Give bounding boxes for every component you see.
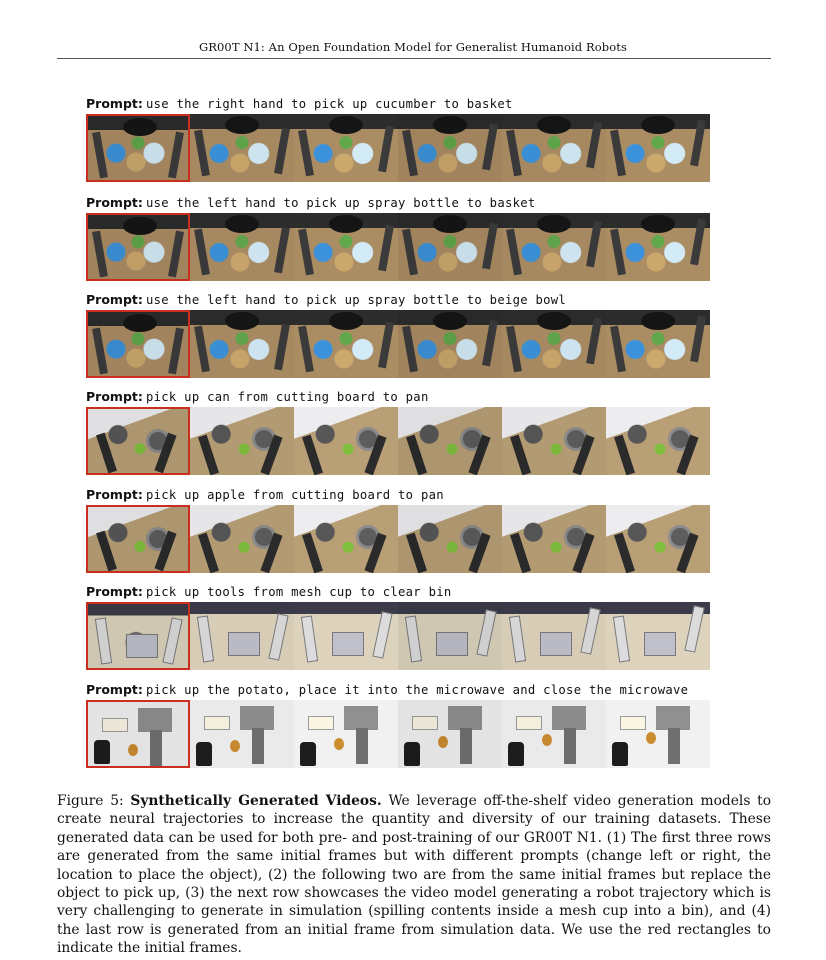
prompt-line	[86, 292, 716, 308]
scene-arm-r	[482, 124, 498, 171]
initial-frame	[86, 213, 190, 281]
caption-body: We leverage off-the-shelf video generation models to create neural trajectories to increase the quantity and diversity of our training datasets. These generated data can be used for both pre- and post-training of our GR00T N1. (1) The first three rows are generated from the same initial frames but with different prompts (change left or right, the location to place the object), (2) the following two are from the same initial frames but replace the object to pick up, (3) the next row showcases the video model generating a robot trajectory which is very challenging to generate in simulation (spilling contents inside a mesh cup into a bin), and (4) the last row is generated from an initial frame from simulation data. We use the red rectangles to indicate the initial frames.	[57, 793, 772, 957]
scene-box	[240, 706, 274, 730]
scene-arm-l	[92, 132, 108, 179]
scene-arm-l	[406, 435, 427, 475]
caption-title: Synthetically Generated Videos.	[130, 793, 382, 809]
generated-frame	[606, 505, 710, 573]
prompt-text: use the left hand to pick up spray bottle to basket	[146, 196, 536, 210]
scene-leg	[356, 728, 368, 764]
generated-frame	[190, 213, 294, 281]
generated-frame	[606, 602, 710, 670]
prompt-line	[86, 96, 716, 112]
scene-arm-l	[92, 231, 108, 278]
running-head: GR00T N1: An Open Foundation Model for Generalist Humanoid Robots	[198, 40, 628, 54]
video-frame-strip	[86, 310, 710, 378]
generated-frame	[190, 114, 294, 182]
figure-row	[86, 487, 716, 503]
scene-arm-r	[162, 617, 182, 664]
scene-bin	[644, 632, 676, 656]
scene-arm-l	[298, 130, 314, 177]
prompt-line	[86, 584, 716, 600]
prompt-label: Prompt:	[86, 96, 143, 111]
scene-potato	[438, 736, 448, 748]
scene-head	[433, 312, 467, 330]
scene-arm-r	[274, 227, 290, 274]
generated-frame	[502, 407, 606, 475]
scene-head	[329, 215, 363, 233]
scene-arm-l	[610, 229, 626, 276]
scene-leg	[668, 728, 680, 764]
prompt-label: Prompt:	[86, 292, 143, 307]
prompt-text: use the left hand to pick up spray bottle to beige bowl	[146, 293, 567, 307]
prompt-label: Prompt:	[86, 487, 143, 502]
generated-frame	[398, 505, 502, 573]
scene-potato	[646, 732, 656, 744]
prompt-label: Prompt:	[86, 195, 143, 210]
scene-hand	[196, 742, 212, 766]
video-frame-strip	[86, 407, 710, 475]
scene-arm-l	[406, 533, 427, 573]
scene-arm-l	[402, 326, 418, 373]
prompt-label: Prompt:	[86, 682, 143, 697]
generated-frame	[398, 310, 502, 378]
scene-leg	[252, 728, 264, 764]
scene-arm-l	[506, 130, 522, 177]
scene-bin	[540, 632, 572, 656]
scene-arm-l	[298, 229, 314, 276]
scene-arm-r	[580, 607, 600, 654]
scene-tray	[308, 716, 334, 730]
scene-arm-l	[198, 435, 219, 475]
generated-frame	[502, 700, 606, 768]
scene-arm-r	[482, 320, 498, 367]
scene-hand	[404, 742, 420, 766]
scene-box	[448, 706, 482, 730]
generated-frame	[502, 505, 606, 573]
scene-arm-l	[194, 130, 210, 177]
scene-arm-l	[509, 615, 526, 662]
scene-arm-l	[194, 229, 210, 276]
generated-frame	[190, 602, 294, 670]
scene-potato	[334, 738, 344, 750]
scene-head	[329, 116, 363, 134]
scene-arm-l	[302, 435, 323, 475]
generated-frame	[294, 407, 398, 475]
video-frame-strip	[86, 213, 710, 281]
scene-arm-l	[405, 615, 422, 662]
scene-arm-l	[402, 229, 418, 276]
generated-frame	[190, 310, 294, 378]
scene-arm-r	[690, 219, 706, 266]
scene-tray	[102, 718, 128, 732]
scene-head	[123, 314, 157, 332]
prompt-label: Prompt:	[86, 389, 143, 404]
generated-frame	[294, 700, 398, 768]
scene-arm-r	[372, 611, 392, 658]
scene-arm-r	[378, 225, 394, 272]
scene-leg	[564, 728, 576, 764]
scene-head	[537, 312, 571, 330]
scene-arm-l	[96, 531, 117, 572]
scene-hand	[94, 740, 110, 764]
prompt-text: pick up tools from mesh cup to clear bin	[146, 585, 452, 599]
scene-arm-l	[610, 326, 626, 373]
generated-frame	[398, 407, 502, 475]
video-frame-strip	[86, 505, 710, 573]
generated-frame	[190, 407, 294, 475]
scene-potato	[542, 734, 552, 746]
scene-arm-r	[586, 221, 602, 268]
scene-arm-r	[168, 231, 184, 278]
scene-arm-r	[586, 122, 602, 169]
scene-arm-r	[378, 322, 394, 369]
scene-head	[641, 215, 675, 233]
scene-arm-r	[168, 132, 184, 179]
scene-box	[344, 706, 378, 730]
scene-bin	[332, 632, 364, 656]
scene-arm-l	[506, 229, 522, 276]
generated-frame	[502, 213, 606, 281]
generated-frame	[294, 114, 398, 182]
scene-arm-l	[302, 533, 323, 573]
scene-arm-r	[476, 609, 496, 656]
scene-arm-l	[301, 615, 318, 662]
generated-frame	[502, 310, 606, 378]
scene-arm-l	[197, 615, 214, 662]
prompt-text: pick up apple from cutting board to pan	[146, 488, 444, 502]
scene-head	[225, 312, 259, 330]
scene-arm-l	[298, 326, 314, 373]
generated-frame	[398, 114, 502, 182]
scene-arm-l	[613, 615, 630, 662]
scene-arm-r	[274, 128, 290, 175]
generated-frame	[398, 213, 502, 281]
scene-potato	[128, 744, 138, 756]
header-rule	[57, 58, 771, 59]
scene-arm-l	[614, 435, 635, 475]
prompt-line	[86, 195, 716, 211]
initial-frame	[86, 602, 190, 670]
scene-arm-r	[274, 324, 290, 371]
figure-row	[86, 96, 716, 112]
prompt-line	[86, 389, 716, 405]
generated-frame	[294, 213, 398, 281]
scene-leg	[460, 728, 472, 764]
scene-head	[123, 118, 157, 136]
scene-head	[433, 215, 467, 233]
figure-caption	[57, 792, 771, 958]
figure-row	[86, 292, 716, 308]
scene-head	[225, 116, 259, 134]
scene-bin	[436, 632, 468, 656]
scene-tray	[516, 716, 542, 730]
initial-frame	[86, 310, 190, 378]
generated-frame	[190, 505, 294, 573]
scene-arm-l	[614, 533, 635, 573]
scene-head	[123, 217, 157, 235]
generated-frame	[294, 310, 398, 378]
scene-head	[537, 116, 571, 134]
generated-frame	[190, 700, 294, 768]
generated-frame	[294, 505, 398, 573]
prompt-text: pick up can from cutting board to pan	[146, 390, 429, 404]
scene-arm-l	[198, 533, 219, 573]
scene-box	[552, 706, 586, 730]
scene-arm-l	[92, 328, 108, 375]
generated-frame	[606, 407, 710, 475]
generated-frame	[606, 700, 710, 768]
scene-arm-l	[610, 130, 626, 177]
scene-head	[537, 215, 571, 233]
scene-arm-r	[684, 605, 704, 652]
scene-box	[656, 706, 690, 730]
generated-frame	[606, 213, 710, 281]
scene-tray	[412, 716, 438, 730]
scene-head	[225, 215, 259, 233]
prompt-label: Prompt:	[86, 584, 143, 599]
scene-arm-l	[194, 326, 210, 373]
scene-leg	[150, 730, 162, 766]
initial-frame	[86, 114, 190, 182]
scene-potato	[230, 740, 240, 752]
scene-head	[433, 116, 467, 134]
scene-hand	[508, 742, 524, 766]
prompt-line	[86, 682, 716, 698]
scene-hand	[300, 742, 316, 766]
caption-label: Figure 5:	[57, 793, 124, 809]
prompt-line	[86, 487, 716, 503]
scene-arm-r	[690, 316, 706, 363]
scene-tray	[620, 716, 646, 730]
initial-frame	[86, 505, 190, 573]
scene-arm-l	[510, 435, 531, 475]
scene-head	[641, 116, 675, 134]
scene-arm-r	[690, 120, 706, 167]
video-frame-strip	[86, 700, 710, 768]
figure-row	[86, 389, 716, 405]
figure-row	[86, 584, 716, 600]
generated-frame	[294, 602, 398, 670]
scene-arm-r	[268, 613, 288, 660]
figure-row	[86, 682, 716, 698]
generated-frame	[398, 602, 502, 670]
generated-frame	[502, 114, 606, 182]
scene-bin	[126, 634, 158, 658]
video-frame-strip	[86, 602, 710, 670]
scene-arm-r	[586, 318, 602, 365]
generated-frame	[502, 602, 606, 670]
scene-box	[138, 708, 172, 732]
scene-hand	[612, 742, 628, 766]
scene-bin	[228, 632, 260, 656]
scene-head	[641, 312, 675, 330]
generated-frame	[606, 114, 710, 182]
figure-row	[86, 195, 716, 211]
prompt-text: pick up the potato, place it into the microwave and close the microwave	[146, 683, 689, 697]
initial-frame	[86, 407, 190, 475]
scene-tray	[204, 716, 230, 730]
scene-arm-l	[402, 130, 418, 177]
initial-frame	[86, 700, 190, 768]
prompt-text: use the right hand to pick up cucumber to basket	[146, 97, 513, 111]
scene-arm-l	[96, 433, 117, 474]
scene-arm-l	[95, 617, 112, 664]
generated-frame	[606, 310, 710, 378]
scene-head	[329, 312, 363, 330]
generated-frame	[398, 700, 502, 768]
scene-arm-l	[510, 533, 531, 573]
video-frame-strip	[86, 114, 710, 182]
scene-arm-r	[378, 126, 394, 173]
scene-arm-r	[168, 328, 184, 375]
scene-arm-r	[482, 223, 498, 270]
scene-arm-l	[506, 326, 522, 373]
